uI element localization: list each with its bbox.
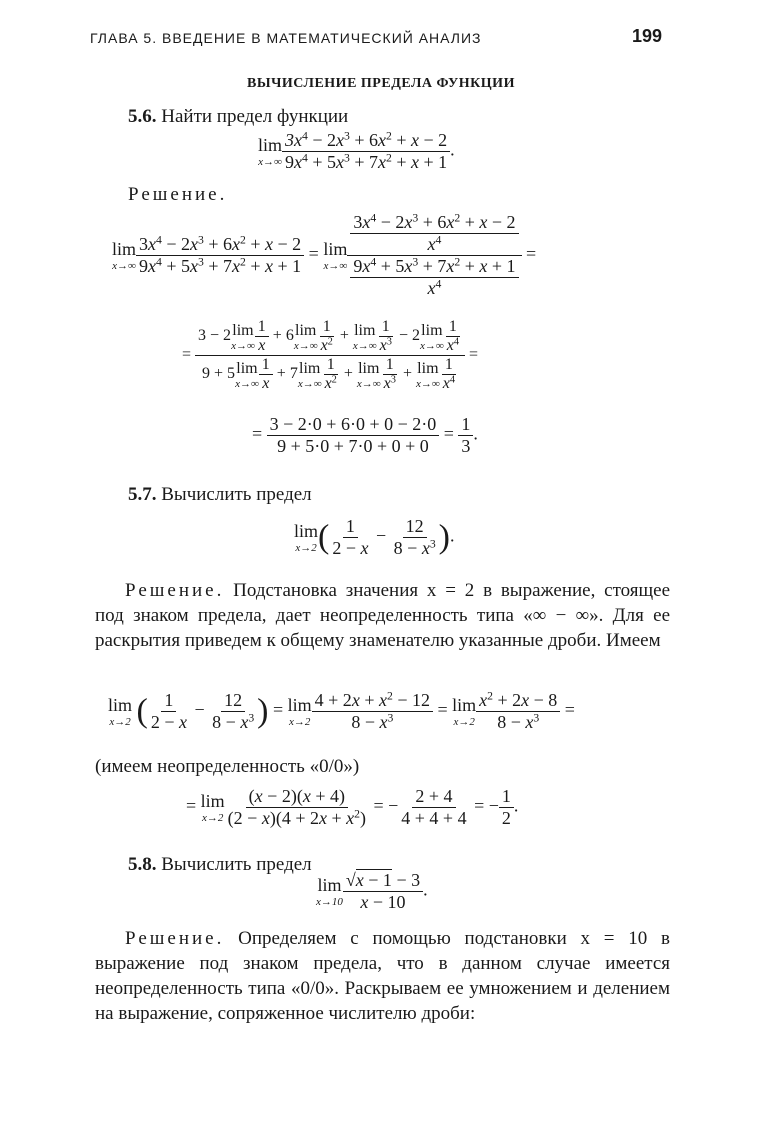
formula-5-7-result: = lim x→2 $\frac{(x - 2)(x + 4)}{(2 - x)(4 + 2x + x^2)}$ = − $\frac{2 + 4}{4 + 4 + 4}$ = − $\frac{1}{2}$ . [186, 786, 519, 828]
problem-task: Вычислить предел [161, 484, 312, 505]
solution-5-7-text [95, 578, 670, 653]
page-number: 199 [632, 26, 663, 46]
formula-5-7-limit: lim x→2 ( $\frac{1}{2 - x}$ − $\frac{12}{8 - x^3}$ ). [294, 516, 455, 558]
problem-number: 5.6. [128, 106, 157, 127]
solution-body: Подстановка значения x = 2 в выражение, стоящее под знаком предела, дает неопределенность типа «∞ − ∞». Для ее раскрытия приведем к общему знаменателю указанные дроби. Имеем [95, 580, 671, 651]
formula-5-6-result: = $\frac{3 - 2\cdot 0 + 6\cdot 0 + 0 - 2\cdot 0}{9 + 5\cdot 0 + 7\cdot 0 + 0 + 0}$ = $\frac{1}{3}$ . [252, 414, 478, 456]
formula-5-7-step-1: lim x→2 ( $\frac{1}{2 - x}$ − $\frac{12}{8 - x^3}$ ) = lim x→2 $\frac{4 + 2x + x^2 - 12}{8 - x^3}$ = lim x→2 $\frac{x^2 + 2x - 8}{8 - x^3}$ = [108, 689, 575, 732]
formula-5-6-limit: lim x→∞ $\frac{3x^4 - 2x^3 + 6x^2 + x - 2}{9x^4 + 5x^3 + 7x^2 + x + 1}$ . [258, 129, 455, 172]
problem-5-6-statement [128, 104, 348, 129]
running-header: ГЛАВА 5. ВВЕДЕНИЕ В МАТЕМАТИЧЕСКИЙ АНАЛИЗ [90, 30, 482, 46]
solution-label-5-6: Решение. [128, 184, 228, 205]
problem-number: 5.7. [128, 484, 157, 505]
solution-5-7-note: (имеем неопределенность «0/0») [95, 756, 360, 777]
problem-task: Вычислить предел [161, 854, 312, 875]
solution-body: Определяем с помощью подстановки x = 10 в выражение под знаком предела, что в данном случае имеется неопределенность типа «0/0». Раскрываем ее умножением и делением на выражение, сопряженное числителю дроби: [95, 928, 671, 1024]
formula-5-8-limit: lim x→10 $\frac{√x - 1 - 3}{x - 10}$ . [316, 870, 428, 912]
section-title: ВЫЧИСЛЕНИЕ ПРЕДЕЛА ФУНКЦИИ [247, 76, 515, 91]
solution-label: Решение. [125, 928, 225, 949]
formula-5-6-step-1: lim x→∞ $\frac{3x^4 - 2x^3 + 6x^2 + x - 2}{9x^4 + 5x^3 + 7x^2 + x + 1}$ = lim x→∞ $\frac{\frac{3x^4 - 2x^3 + 6x^2 + x - 2}{x^4}}{\frac{9x^4 + 5x^3 + 7x^2 + x + 1}{x^4}}$ = [112, 211, 537, 298]
problem-5-7-statement [128, 482, 312, 507]
solution-label: Решение. [125, 580, 225, 601]
problem-task: Найти предел функции [161, 106, 349, 127]
formula-5-6-step-2: = 3 − 2 lim x→∞ $\frac{1}{x}$ + 6 lim x→∞ $\frac{1}{x^2}$ + lim x→∞ $\frac{1}{x^3}$ − 2 lim x→∞ $\frac{1}{x^4}$ 9 + 5 lim x→∞ $\frac{1}{x}$ + 7 lim x→∞ $\frac{1}{x^2}$ + lim x→∞ $\frac{1}{x^3}$ + lim x→∞ $\frac{1}{x^4}$ = [182, 318, 479, 392]
solution-5-8-text [95, 926, 670, 1026]
problem-number: 5.8. [128, 854, 157, 875]
problem-5-8-statement [128, 852, 312, 877]
